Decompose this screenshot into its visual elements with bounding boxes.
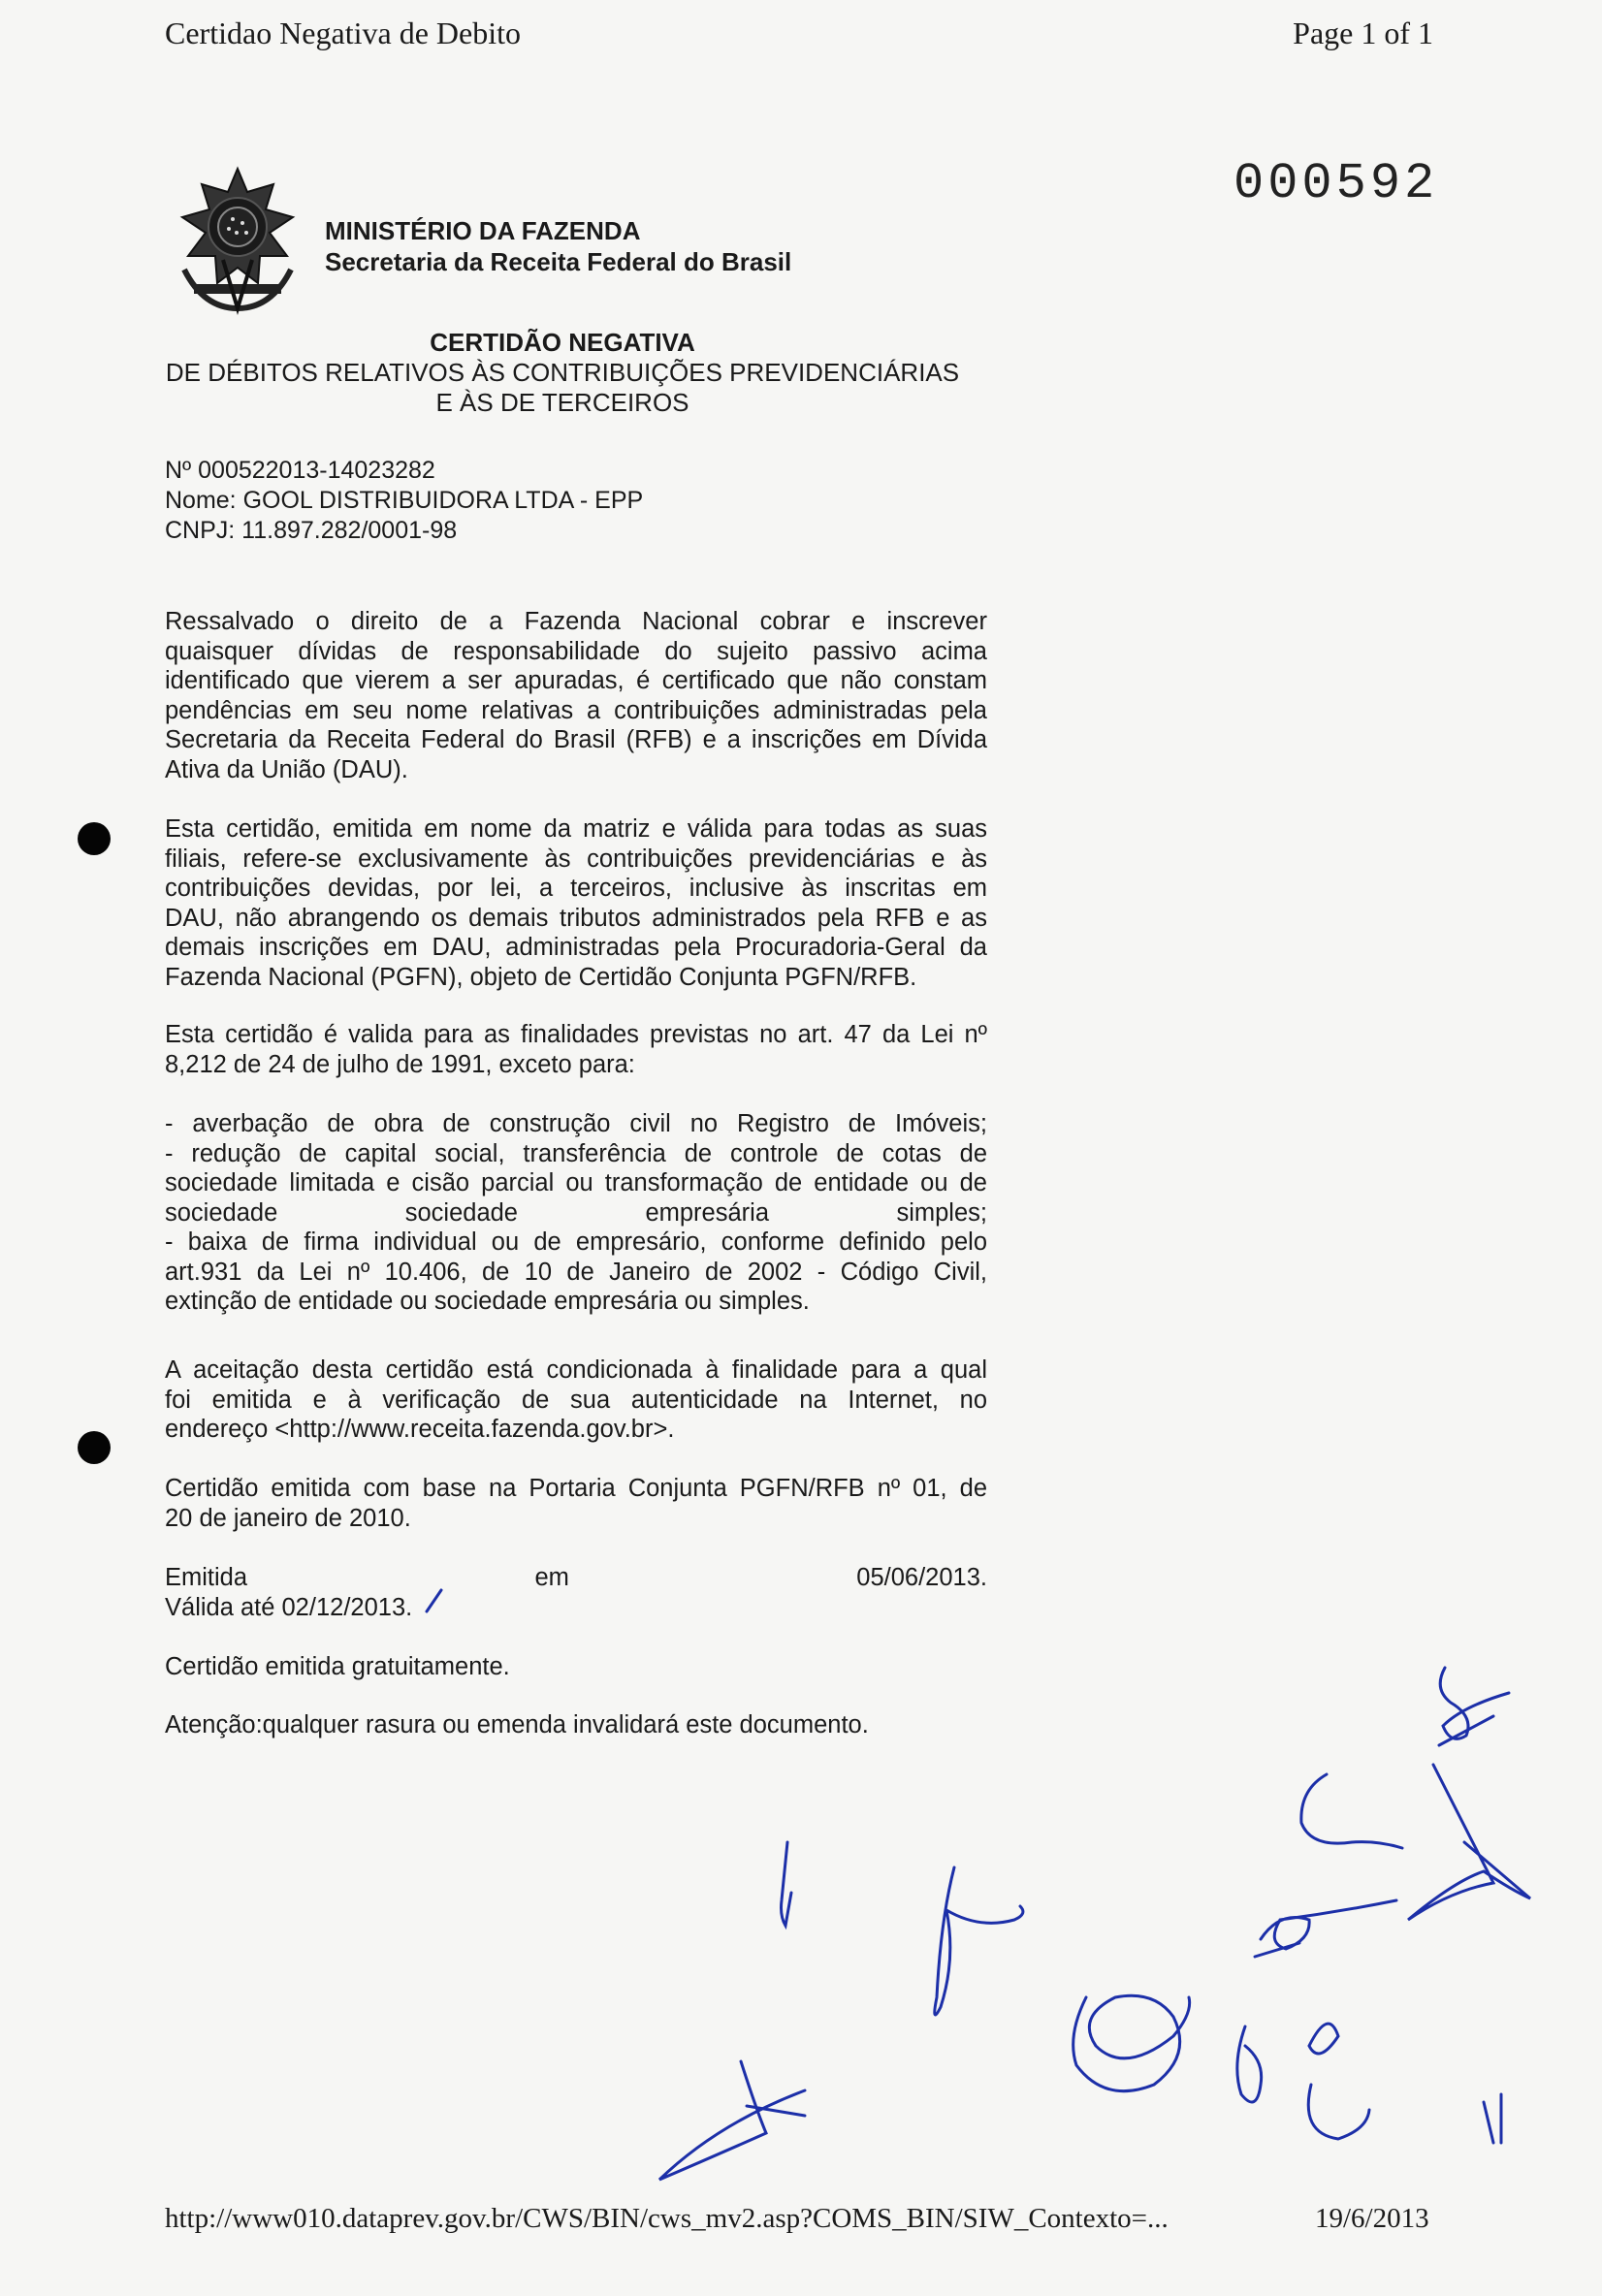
paragraph-line: - redução de capital social, transferência de controle de cotas de bbox=[165, 1139, 987, 1167]
paragraph-line: - baixa de firma individual ou de empresário, conforme definido pelo bbox=[165, 1228, 987, 1256]
paragraph-line: filiais, refere-se exclusivamente às contribuições previdenciárias e às bbox=[165, 845, 987, 873]
paragraph-line: identificado que vierem a ser apuradas, é certificado que não constam bbox=[165, 667, 987, 694]
paragraph-line: Certidão emitida gratuitamente. bbox=[165, 1653, 510, 1680]
paragraph-line: Secretaria da Receita Federal do Brasil (RFB) e a inscrições em Dívida bbox=[165, 726, 987, 753]
company-name: Nome: GOOL DISTRIBUIDORA LTDA - EPP bbox=[165, 487, 644, 514]
certificate-subtitle-2: E ÀS DE TERCEIROS bbox=[435, 388, 689, 417]
paragraph-line: pendências em seu nome relativas a contribuições administradas pela bbox=[165, 696, 987, 724]
paragraph-line: Atenção:qualquer rasura ou emenda invalidará este documento. bbox=[165, 1711, 869, 1738]
paragraph-line: sociedade limitada e cisão parcial ou transformação de entidade ou de bbox=[165, 1169, 987, 1196]
header-title: Certidao Negativa de Debito bbox=[165, 16, 521, 50]
certificate-number: Nº 000522013-14023282 bbox=[165, 457, 435, 484]
ministry-name: MINISTÉRIO DA FAZENDA bbox=[325, 216, 641, 245]
paragraph-line: Esta certidão, emitida em nome da matriz e válida para todas as suas bbox=[165, 815, 987, 843]
certificate-title-main: CERTIDÃO NEGATIVA bbox=[430, 328, 695, 357]
paragraph-line: 20 de janeiro de 2010. bbox=[165, 1504, 411, 1532]
paragraph-line: sociedade sociedade empresária simples; bbox=[165, 1198, 987, 1227]
paragraph-line: endereço <http://www.receita.fazenda.gov.br>. bbox=[165, 1416, 675, 1443]
paragraph-line: Fazenda Nacional (PGFN), objeto de Certidão Conjunta PGFN/RFB. bbox=[165, 963, 917, 991]
paragraph-line: Válida até 02/12/2013. bbox=[165, 1593, 413, 1621]
certificate-subtitle-1: DE DÉBITOS RELATIVOS ÀS CONTRIBUIÇÕES PREVIDENCIÁRIAS bbox=[165, 358, 960, 387]
agency-name: Secretaria da Receita Federal do Brasil bbox=[325, 247, 792, 276]
paragraph-line: contribuições devidas, por lei, a terceiros, inclusive às inscritas em bbox=[165, 875, 987, 902]
paragraph-line: extinção de entidade ou sociedade empresária ou simples. bbox=[165, 1288, 810, 1315]
paragraph-line: Ressalvado o direito de a Fazenda Nacional cobrar e inscrever bbox=[165, 608, 987, 635]
paragraph-line: Certidão emitida com base na Portaria Conjunta PGFN/RFB nº 01, de bbox=[165, 1475, 987, 1502]
header-page-number: Page 1 of 1 bbox=[1293, 16, 1433, 50]
stamp-number: 000592 bbox=[1234, 155, 1439, 212]
paragraph-line: DAU, não abrangendo os demais tributos administrados pela RFB e as bbox=[165, 904, 987, 932]
paragraph-line: Esta certidão é valida para as finalidades previstas no art. 47 da Lei nº bbox=[165, 1021, 987, 1048]
paragraph-line: art.931 da Lei nº 10.406, de 10 de Janeiro de 2002 - Código Civil, bbox=[165, 1258, 987, 1286]
paragraph-line: Emitida em 05/06/2013. bbox=[165, 1564, 987, 1591]
paragraph-line: A aceitação desta certidão está condicionada à finalidade para a qual bbox=[165, 1356, 987, 1384]
paragraph-line: foi emitida e à verificação de sua autenticidade na Internet, no bbox=[165, 1386, 987, 1414]
paragraph-line: Ativa da União (DAU). bbox=[165, 755, 408, 783]
footer-url: http://www010.dataprev.gov.br/CWS/BIN/cws_mv2.asp?COMS_BIN/SIW_Contexto=... bbox=[165, 2203, 1169, 2234]
paragraph-line: 8,212 de 24 de julho de 1991, exceto para: bbox=[165, 1050, 635, 1078]
paragraph-line: demais inscrições em DAU, administradas pela Procuradoria-Geral da bbox=[165, 934, 987, 961]
company-cnpj: CNPJ: 11.897.282/0001-98 bbox=[165, 517, 458, 544]
paragraph-line: - averbação de obra de construção civil no Registro de Imóveis; bbox=[165, 1110, 987, 1137]
footer-date: 19/6/2013 bbox=[1315, 2203, 1429, 2234]
paragraph-line: quaisquer dívidas de responsabilidade do sujeito passivo acima bbox=[165, 637, 987, 665]
